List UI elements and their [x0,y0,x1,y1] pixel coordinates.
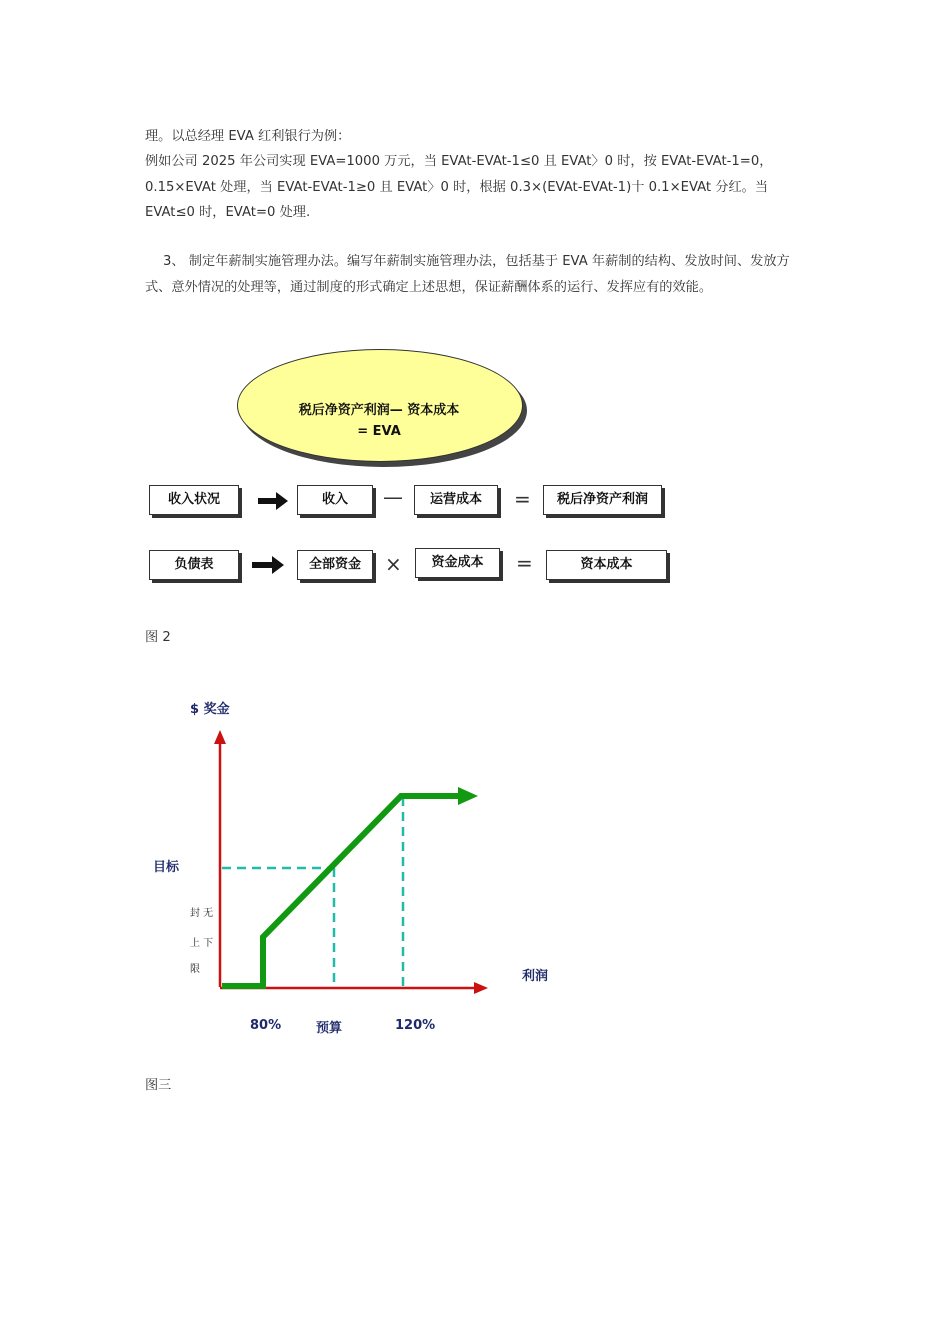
equals-operator: = [516,551,533,575]
target-label: 目标 [153,860,180,875]
arrow-right-icon [252,562,274,568]
lower-limit-label-3: 限 [190,964,200,975]
eva-formula-diagram [140,340,680,590]
lower-limit-label-2: 上 下 [190,938,214,949]
x-axis-label: 利润 [522,969,549,984]
ellipse-line-2: = EVA [357,424,401,439]
x-axis-arrow-icon [474,982,488,994]
figure-3-caption: 图三 [145,1078,172,1093]
arrow-right-icon [258,498,278,504]
tick-80: 80% [250,1018,282,1033]
bonus-line-arrow-icon [458,787,478,805]
text-line-1: 理。以总经理 EVA 红利银行为例： [145,129,351,144]
box-capital-cost-rate: 资金成本 [415,548,500,578]
minus-operator: — [383,485,403,509]
multiply-operator: × [385,552,402,576]
y-axis-arrow-icon [214,730,226,744]
box-capital-cost: 资本成本 [546,550,667,580]
lower-limit-label-1: 封 无 [190,908,214,919]
box-income-status: 收入状况 [149,485,239,515]
tick-120: 120% [395,1018,436,1033]
box-balance-sheet: 负债表 [149,550,239,580]
box-total-capital: 全部资金 [297,550,373,580]
salary-management-paragraph: 3、 制定年薪制实施管理办法。编写年薪制实施管理办法，包括基于 EVA 年薪制的结构、发放时间、发放方式、意外情况的处理等，通过制度的形式确定上述思想，保证薪酬体系的运行、发挥应有的效能。 [145,254,790,295]
eva-example-paragraph: 例如公司 2025 年公司实现 EVA=1000 万元，当 EVAt-EVAt-1≤0 且 EVAt〉0 时，按 EVAt-EVAt-1=0，0.15×EVAt 处理，当 EVAt-EVAt-1≥0 且 EVAt〉0 时，根据 0.3×(EVAt-EVAt-1)十 0.1×EVAt 分红。当 EVAt≤0 时，EVAt=0 处理. [145,154,773,220]
box-income: 收入 [297,485,373,515]
bonus-chart-svg [140,690,580,1050]
figure-2-caption: 图 2 [145,630,171,645]
box-operating-cost: 运营成本 [414,485,498,515]
bonus-profit-chart [140,690,580,1050]
box-after-tax-net-asset-profit: 税后净资产利润 [543,485,662,515]
equals-operator: = [514,487,531,511]
bonus-line [222,796,462,986]
ellipse-line-1: 税后净资产利润— 资本成本 [298,403,460,418]
y-axis-label: $ 奖金 [190,702,230,717]
tick-budget: 预算 [316,1021,343,1036]
